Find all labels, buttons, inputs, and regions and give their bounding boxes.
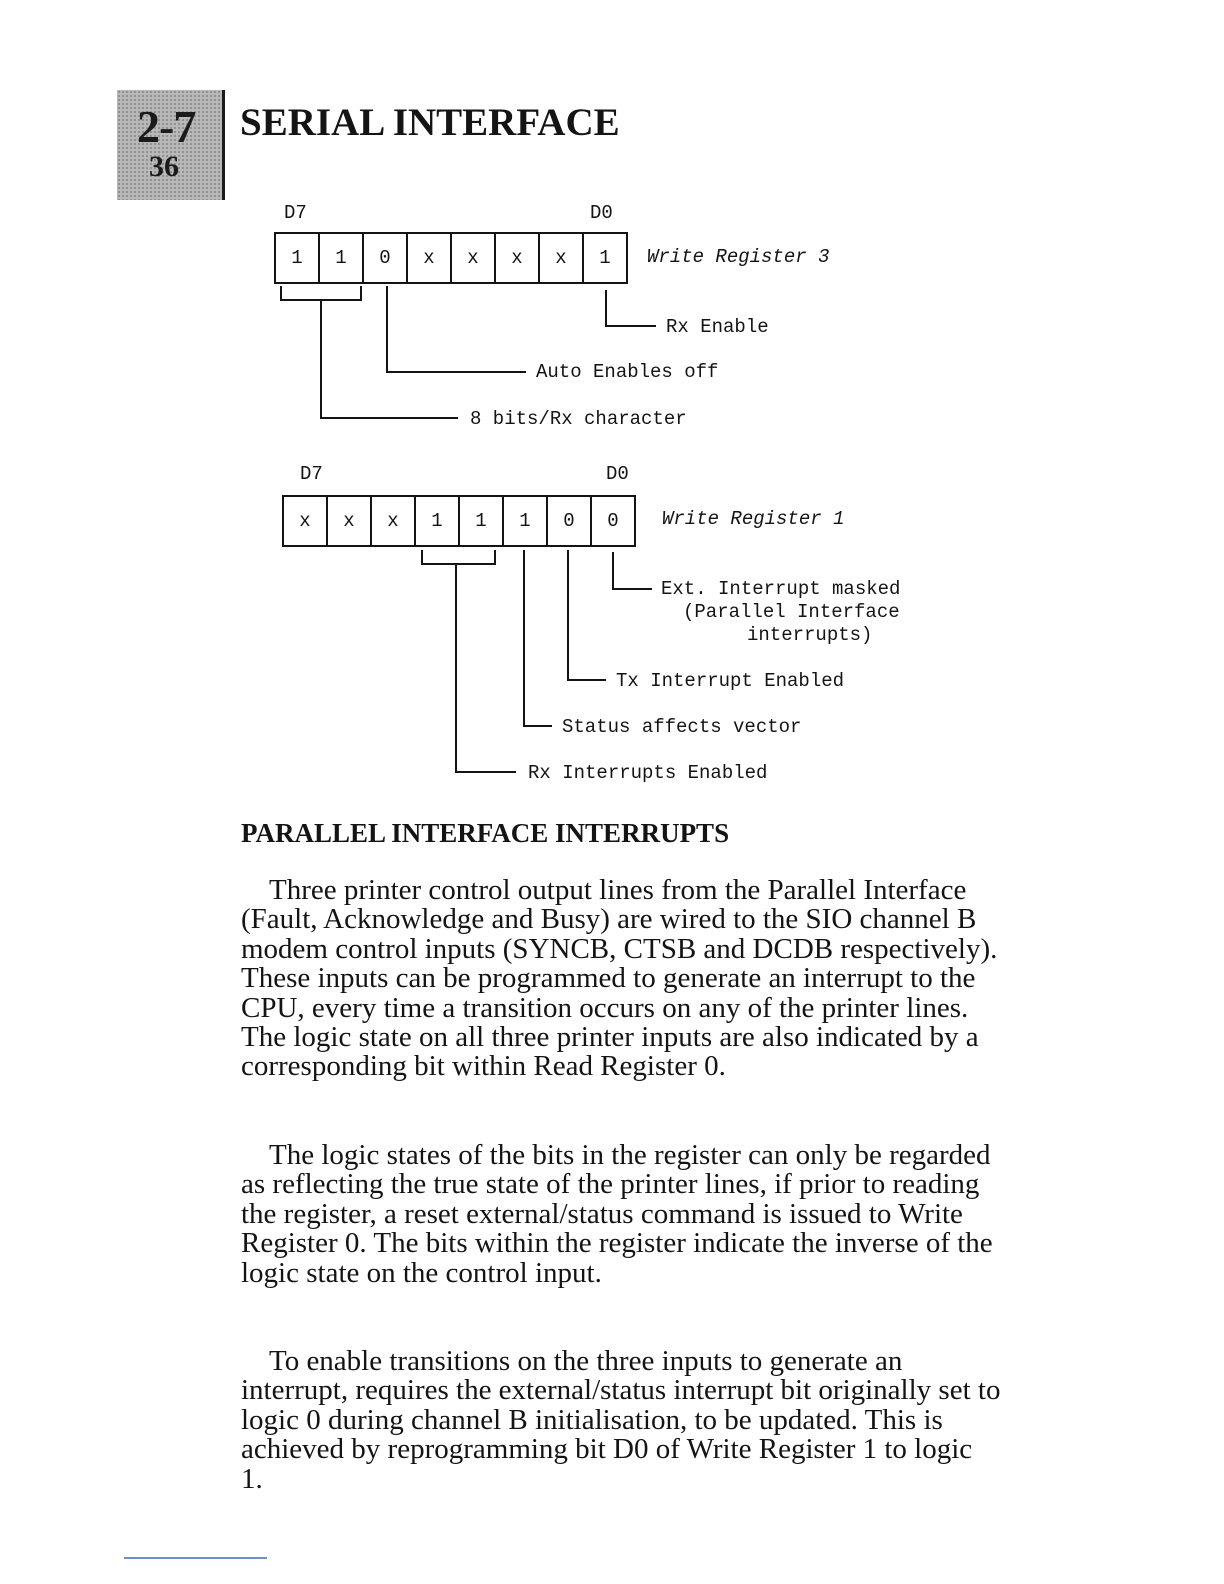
wr1-msb-label: D7 <box>300 463 323 485</box>
paragraph-2: The logic states of the bits in the register can only be regarded as reflecting the true state of the printer lines, if prior to reading the register, a reset external/status command is issued to Write Register 0. The bits within the register indicate the inverse of the logic state on the control input. <box>241 1139 993 1289</box>
section-heading: PARALLEL INTERFACE INTERRUPTS <box>241 818 730 848</box>
wr1-annotation-rx-interrupts: Rx Interrupts Enabled <box>528 762 768 784</box>
wr1-bit-d1: 0 <box>548 497 592 545</box>
wr3-annotation-auto-enables: Auto Enables off <box>536 361 719 383</box>
wr1-bit-d0: 0 <box>592 497 636 545</box>
paragraph-1: Three printer control output lines from the Parallel Interface (Fault, Acknowledge and Busy) are wired to the SIO channel B modem control inputs (SYNCB, CTSB and DCDB respectively). These inputs can be programmed to generate an interrupt to the CPU, every time a transition occurs on any of the printer lines. The logic state on all three printer inputs are also indicated by a corresponding bit within Read Register 0. <box>241 874 998 1083</box>
wr3-annotation-rx-enable: Rx Enable <box>666 316 769 338</box>
wr3-bit-d4: x <box>408 234 452 282</box>
wr3-bit-d6: 1 <box>320 234 364 282</box>
wr3-bit-d2: x <box>496 234 540 282</box>
wr3-bit-d5: 0 <box>364 234 408 282</box>
paragraph-3: To enable transitions on the three inputs to generate an interrupt, requires the external/status interrupt bit originally set to logic 0 during channel B initialisation, to be updated. This is achieved by reprogramming bit D0 of Write Register 1 to logic 1. <box>241 1345 1001 1495</box>
wr1-bit-d5: x <box>372 497 416 545</box>
wr1-bit-d4: 1 <box>416 497 460 545</box>
page-title: SERIAL INTERFACE <box>240 101 620 144</box>
wr1-register-name: Write Register 1 <box>662 508 845 530</box>
wr3-bit-d3: x <box>452 234 496 282</box>
wr3-msb-label: D7 <box>284 202 307 224</box>
wr1-bit-d6: x <box>328 497 372 545</box>
wr1-annotation-ext-interrupt: Ext. Interrupt masked <box>661 578 901 600</box>
wr3-bit-d1: x <box>540 234 584 282</box>
wr1-bit-d2: 1 <box>504 497 548 545</box>
wr3-bit-d0: 1 <box>584 234 628 282</box>
wr1-bit-d7: x <box>284 497 328 545</box>
wr3-annotation-8-bits: 8 bits/Rx character <box>470 408 687 430</box>
wr1-annotation-interrupts: interrupts) <box>747 624 873 646</box>
wr1-lsb-label: D0 <box>606 463 629 485</box>
wr1-bit-d3: 1 <box>460 497 504 545</box>
wr3-bit-d7: 1 <box>276 234 320 282</box>
wr1-annotation-status-vector: Status affects vector <box>562 716 802 738</box>
footer-rule <box>124 1557 267 1559</box>
page-number: 36 <box>149 150 179 183</box>
wr3-lsb-label: D0 <box>590 202 613 224</box>
wr1-annotation-tx-interrupt: Tx Interrupt Enabled <box>616 670 845 692</box>
wr1-annotation-parallel-interface: (Parallel Interface <box>683 601 900 623</box>
section-number: 2-7 <box>137 101 196 152</box>
wr3-register-name: Write Register 3 <box>647 246 830 268</box>
